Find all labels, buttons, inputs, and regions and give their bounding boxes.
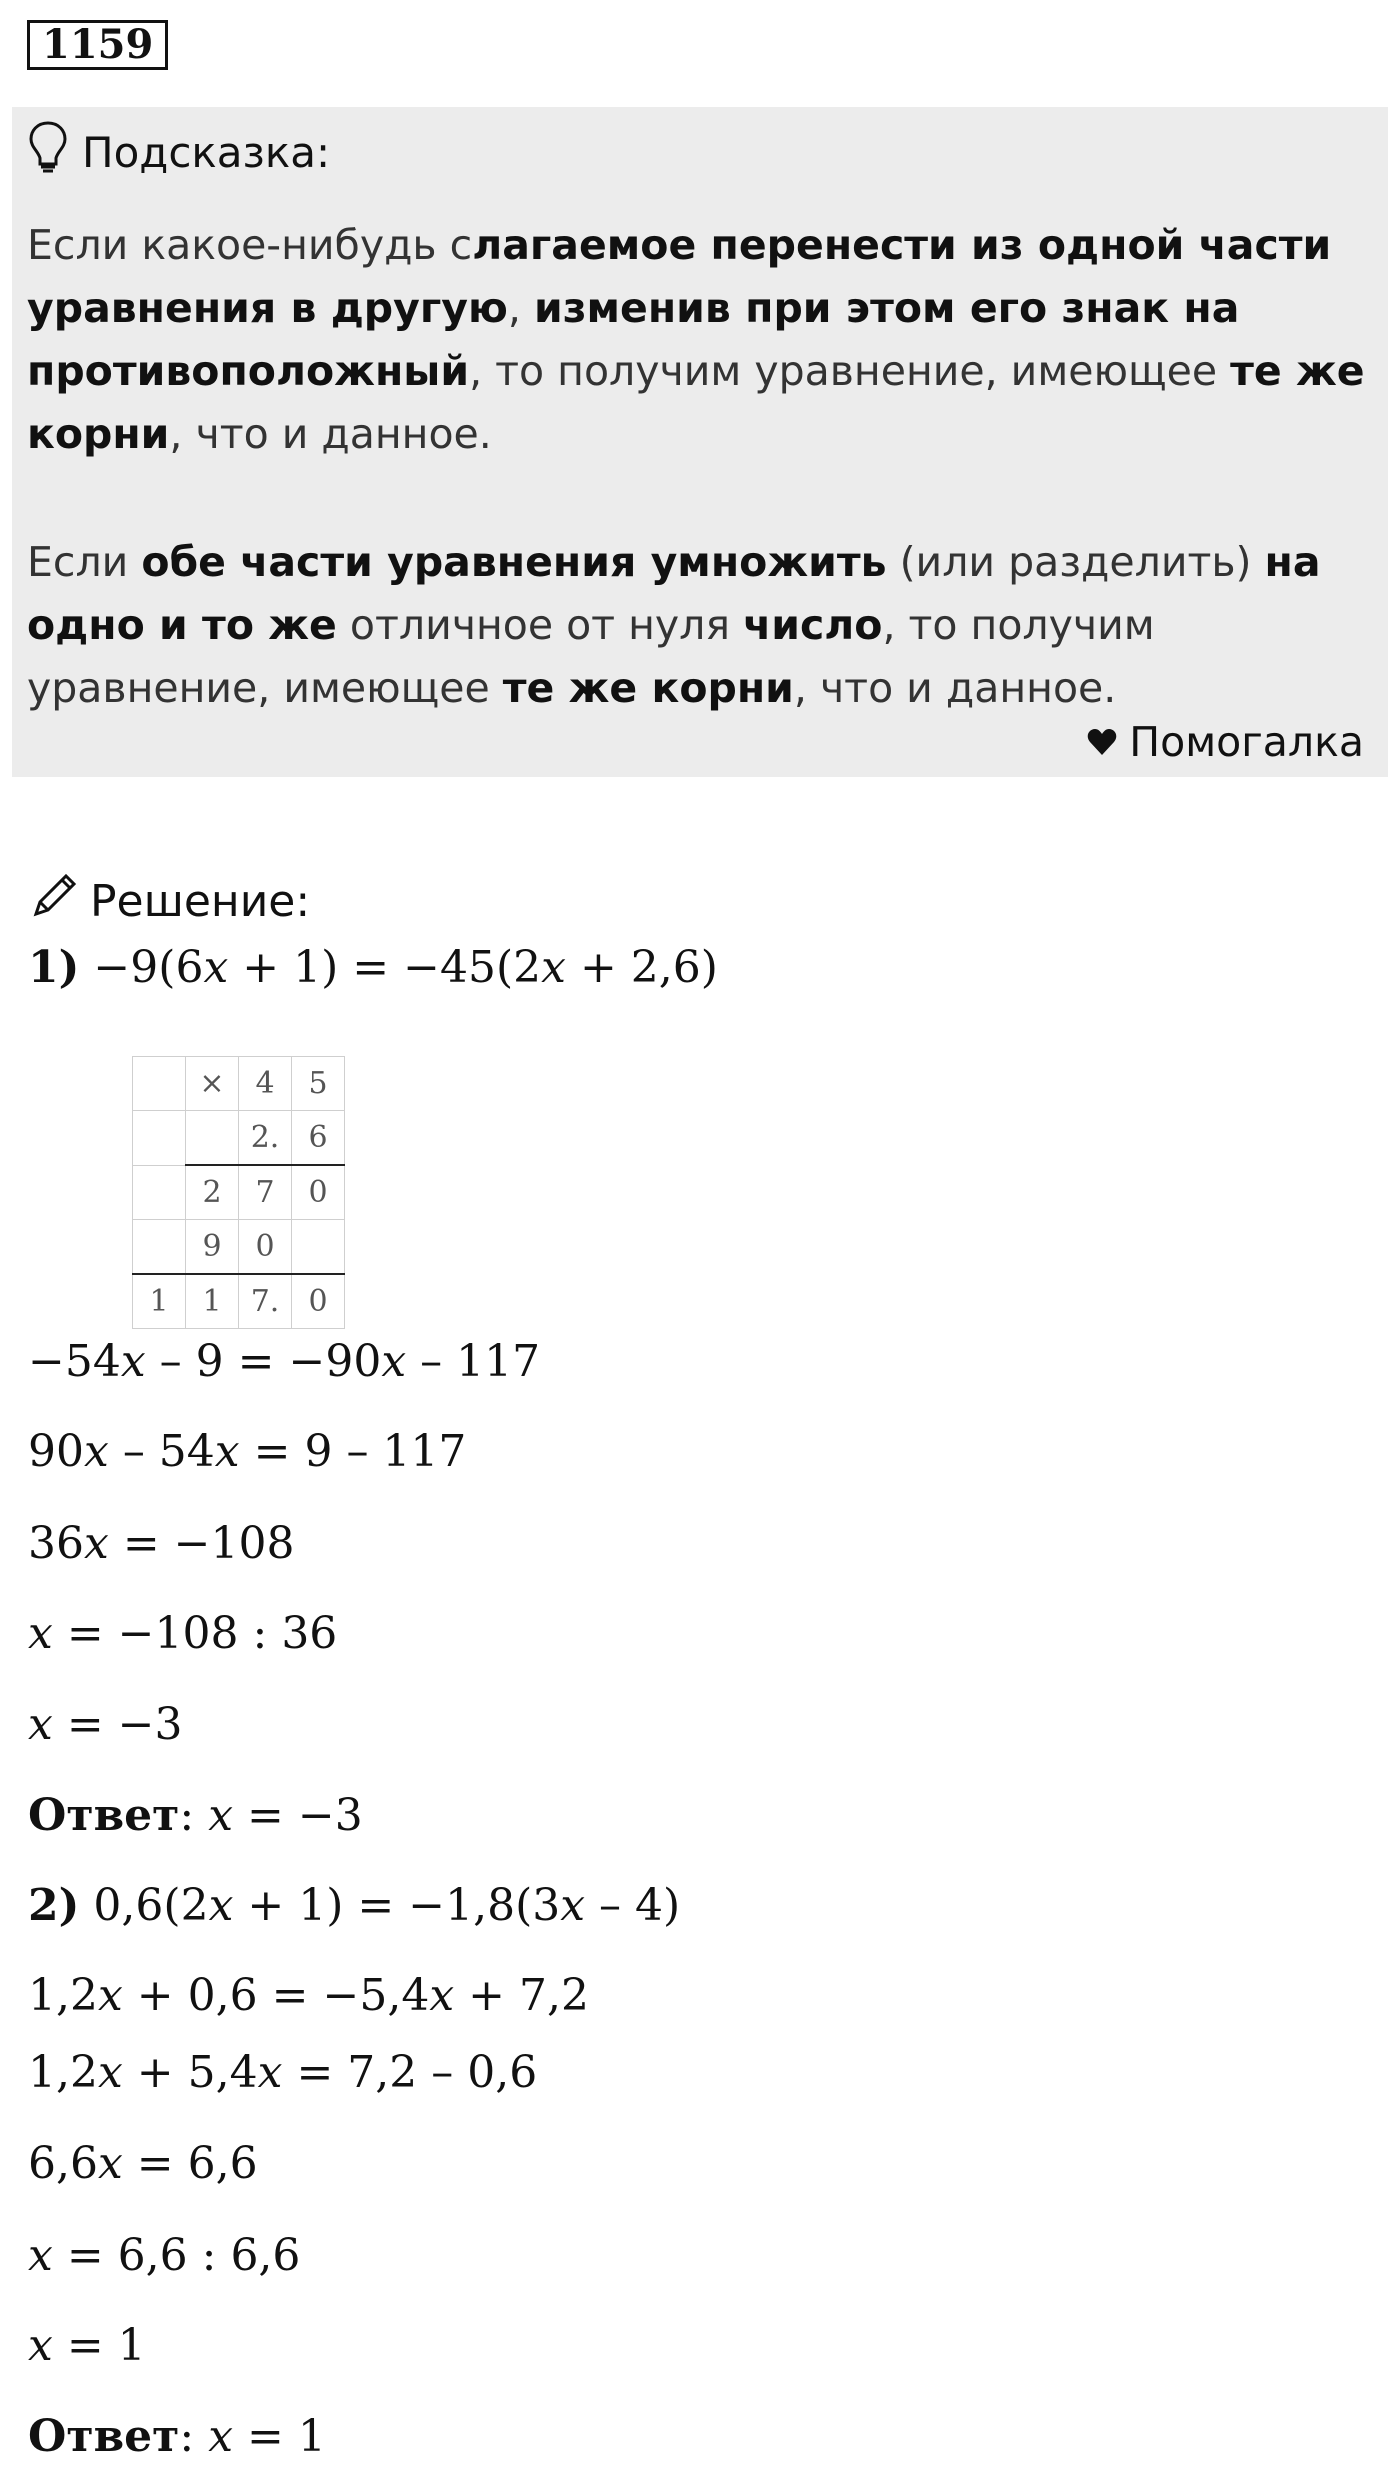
- solution-line: Ответ: x = 1: [28, 2411, 326, 2462]
- solution-line: x = −3: [28, 1699, 183, 1750]
- multiplication-row: [133, 1165, 345, 1220]
- column-multiplication: [132, 1056, 345, 1329]
- multiplication-cell: [133, 1220, 186, 1275]
- hint-text: , что и данное.: [793, 664, 1117, 712]
- multiplication-cell: ×: [186, 1057, 239, 1111]
- helper-credit-label: Помогалка: [1129, 718, 1364, 766]
- hint-bold-text: те же корни: [27, 347, 1365, 458]
- solution-line: 1,2x + 5,4x = 7,2 – 0,6: [28, 2047, 538, 2098]
- pencil-icon: [28, 870, 80, 933]
- solution-line: Ответ: x = −3: [28, 1790, 363, 1841]
- solution-line: 2) 0,6(2x + 1) = −1,8(3x – 4): [28, 1880, 681, 1931]
- hint-bold-text: на одно и то же: [27, 538, 1321, 649]
- solution-title: Решение:: [90, 876, 311, 927]
- hint-bold-text: изменив при этом его знак на противоположный: [27, 284, 1240, 395]
- hint-bold-text: число: [743, 601, 883, 649]
- lightbulb-icon: [28, 120, 68, 184]
- solution-line: x = −108 : 36: [28, 1608, 338, 1659]
- hint-text: , то получим уравнение, имеющее: [469, 347, 1231, 395]
- solution-line: 36x = −108: [28, 1518, 295, 1569]
- hint-title: Подсказка:: [82, 127, 331, 177]
- solution-line: 1) −9(6x + 1) = −45(2x + 2,6): [28, 942, 718, 993]
- multiplication-cell: 2.: [239, 1111, 292, 1166]
- solution-line: −54x – 9 = −90x – 117: [28, 1336, 541, 1387]
- hint-text: , то получим уравнение, имеющее: [27, 601, 1155, 712]
- multiplication-row: [133, 1220, 345, 1275]
- solution-line: 6,6x = 6,6: [28, 2138, 258, 2189]
- multiplication-cell: [292, 1220, 345, 1275]
- hint-text: Если какое-нибудь с: [27, 221, 473, 269]
- solution-line: x = 1: [28, 2320, 146, 2371]
- multiplication-cell: 7: [239, 1165, 292, 1220]
- multiplication-cell: 5: [292, 1057, 345, 1111]
- multiplication-cell: [186, 1111, 239, 1166]
- multiplication-cell: [133, 1165, 186, 1220]
- hint-text: (или разделить): [886, 538, 1265, 586]
- multiplication-row: [133, 1274, 345, 1329]
- multiplication-cell: 0: [239, 1220, 292, 1275]
- multiplication-cell: 4: [239, 1057, 292, 1111]
- hint-text: Если: [27, 538, 142, 586]
- solution-line: 1,2x + 0,6 = −5,4x + 7,2: [28, 1970, 589, 2021]
- hint-paragraph-1: [27, 214, 1372, 466]
- multiplication-cell: 0: [292, 1274, 345, 1329]
- solution-line: 90x – 54x = 9 – 117: [28, 1426, 467, 1477]
- solution-header: [28, 870, 310, 933]
- hint-bold-text: те же корни: [502, 664, 794, 712]
- multiplication-cell: 1: [133, 1274, 186, 1329]
- hint-text: ,: [507, 284, 534, 332]
- multiplication-row: [133, 1057, 345, 1111]
- multiplication-row: [133, 1111, 345, 1166]
- heart-icon: [1087, 718, 1117, 766]
- multiplication-cell: [133, 1057, 186, 1111]
- multiplication-cell: [133, 1111, 186, 1166]
- hint-header: [28, 120, 330, 184]
- multiplication-cell: 9: [186, 1220, 239, 1275]
- helper-credit: [1087, 718, 1364, 766]
- task-number: 1159: [27, 20, 168, 70]
- hint-text: отличное от нуля: [336, 601, 744, 649]
- hint-bold-text: лагаемое перенести из одной части уравнения в другую: [27, 221, 1332, 332]
- multiplication-cell: 2: [186, 1165, 239, 1220]
- multiplication-cell: 1: [186, 1274, 239, 1329]
- multiplication-cell: 6: [292, 1111, 345, 1166]
- solution-line: x = 6,6 : 6,6: [28, 2230, 301, 2281]
- multiplication-cell: 7.: [239, 1274, 292, 1329]
- hint-text: , что и данное.: [169, 410, 492, 458]
- multiplication-cell: 0: [292, 1165, 345, 1220]
- hint-paragraph-2: [27, 531, 1372, 720]
- hint-bold-text: обе части уравнения умножить: [141, 538, 887, 586]
